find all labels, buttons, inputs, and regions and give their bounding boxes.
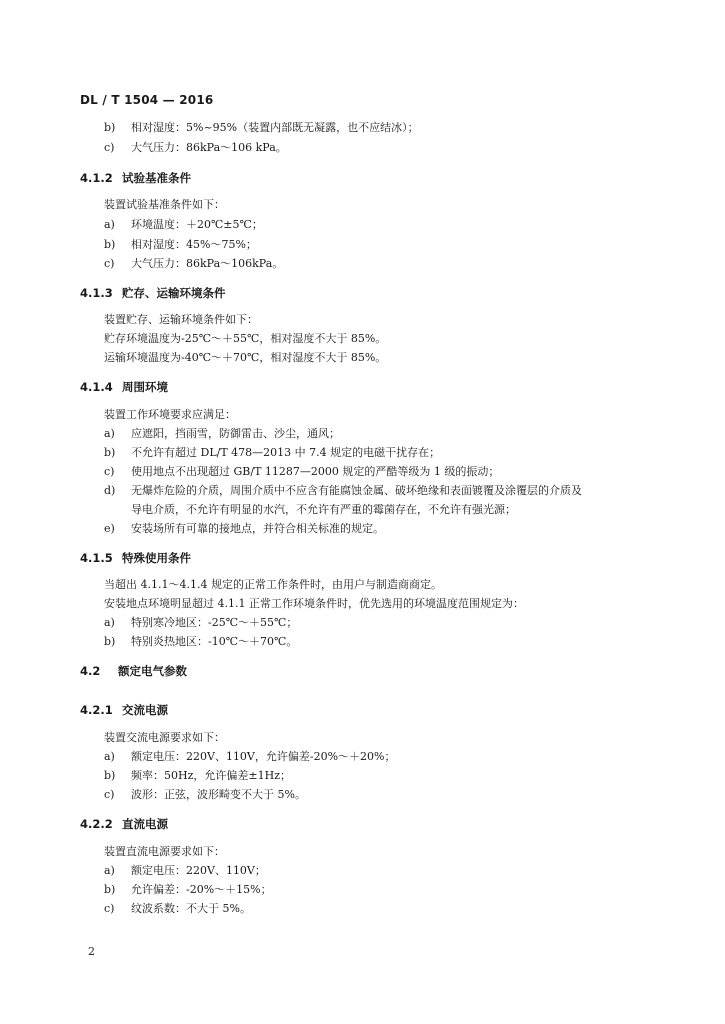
- section-heading-4-1-3: [80, 285, 226, 301]
- section-heading-4-2-1: [80, 702, 168, 718]
- section-number: 4.2.2: [80, 817, 113, 831]
- section-number: 4.1.2: [80, 171, 113, 185]
- list-text: 相对湿度：5%~95%（装置内部既无凝露，也不应结冰）；: [131, 121, 419, 134]
- paragraph: 贮存环境温度为-25℃～＋55℃，相对湿度不大于 85%。: [104, 332, 387, 345]
- list-marker: c): [104, 902, 115, 915]
- list-marker: b): [104, 883, 116, 896]
- list-text: 特别寒冷地区：-25℃～＋55℃；: [131, 616, 298, 629]
- list-text: 波形：正弦，波形畸变不大于 5%。: [131, 788, 306, 801]
- list-marker: d): [104, 484, 116, 497]
- list-text: 大气压力：86kPa～106 kPa。: [131, 141, 287, 154]
- list-text: 使用地点不出现超过 GB/T 11287—2000 规定的严酷等级为 1 级的振动；: [131, 465, 500, 478]
- list-item: [104, 768, 291, 784]
- list-marker: c): [104, 257, 115, 270]
- section-title: 试验基准条件: [122, 171, 191, 185]
- list-item: [104, 615, 297, 631]
- paragraph: 当超出 4.1.1～4.1.4 规定的正常工作条件时，由用户与制造商商定。: [104, 578, 442, 591]
- list-text: 相对湿度：45%～75%；: [131, 238, 257, 251]
- list-text: 特别炎热地区：-10℃～＋70℃。: [131, 635, 298, 648]
- list-text: 无爆炸危险的介质，周围介质中不应含有能腐蚀金属、破坏绝缘和表面镀覆及涂覆层的介质及: [131, 484, 582, 497]
- list-item: [104, 256, 283, 272]
- list-item: [104, 749, 396, 765]
- section-heading-4-2-2: [80, 816, 168, 832]
- section-heading-4-1-4: [80, 379, 168, 395]
- list-marker: a): [104, 427, 115, 440]
- list-item: [104, 140, 287, 156]
- section-title: 特殊使用条件: [122, 551, 191, 565]
- list-item: [104, 521, 384, 537]
- list-marker: a): [104, 616, 115, 629]
- list-item: [104, 120, 419, 136]
- section-title: 贮存、运输环境条件: [122, 286, 226, 300]
- section-number: 4.1.5: [80, 551, 113, 565]
- section-title: 周围环境: [122, 380, 168, 394]
- list-text: 频率：50Hz，允许偏差±1Hz；: [131, 769, 291, 782]
- section-heading-4-1-5: [80, 550, 191, 566]
- list-text: 额定电压：220V、110V，允许偏差-20%～＋20%；: [131, 750, 396, 763]
- list-item: [104, 426, 340, 442]
- list-marker: b): [104, 121, 116, 134]
- section-number: 4.2: [80, 664, 101, 678]
- list-item: [104, 901, 251, 917]
- list-marker: a): [104, 218, 115, 231]
- paragraph: 装置交流电源要求如下：: [104, 731, 225, 744]
- section-number: 4.1.4: [80, 380, 113, 394]
- section-title: 直流电源: [122, 817, 168, 831]
- list-marker: c): [104, 141, 115, 154]
- paragraph: 装置试验基准条件如下：: [104, 198, 225, 211]
- list-item: [104, 882, 272, 898]
- list-item: [104, 787, 306, 803]
- list-text: 安装场所有可靠的接地点，并符合相关标准的规定。: [131, 522, 384, 535]
- list-marker: a): [104, 750, 115, 763]
- list-marker: b): [104, 769, 116, 782]
- list-text: 环境温度：＋20℃±5℃；: [131, 218, 263, 231]
- list-marker: b): [104, 635, 116, 648]
- page-number: 2: [88, 945, 95, 958]
- paragraph: 装置工作环境要求应满足：: [104, 408, 236, 421]
- section-title: 交流电源: [122, 703, 168, 717]
- list-item: [104, 634, 297, 650]
- list-text: 纹波系数：不大于 5%。: [131, 902, 251, 915]
- list-marker: b): [104, 446, 116, 459]
- list-marker: a): [104, 864, 115, 877]
- section-number: 4.2.1: [80, 703, 113, 717]
- list-item: [104, 217, 263, 233]
- list-item: [104, 445, 440, 461]
- list-marker: c): [104, 465, 115, 478]
- section-number: 4.1.3: [80, 286, 113, 300]
- list-item: [104, 483, 582, 499]
- standard-code-header: DL / T 1504 — 2016: [80, 93, 214, 107]
- list-item: [104, 863, 266, 879]
- paragraph: 安装地点环境明显超过 4.1.1 正常工作环境条件时，优先选用的环境温度范围规定为：: [104, 597, 524, 610]
- section-heading-4-1-2: [80, 170, 191, 186]
- list-item-continuation: 导电介质，不允许有明显的水汽，不允许有严重的霉菌存在，不允许有强光源；: [131, 503, 516, 516]
- list-text: 应遮阳，挡雨雪，防御雷击、沙尘，通风；: [131, 427, 340, 440]
- list-item: [104, 237, 257, 253]
- section-title: 额定电气参数: [118, 664, 187, 678]
- list-text: 大气压力：86kPa～106kPa。: [131, 257, 284, 270]
- list-text: 允许偏差：-20%～＋15%；: [131, 883, 272, 896]
- list-item: [104, 464, 499, 480]
- section-heading-4-2: [80, 663, 187, 679]
- list-text: 额定电压：220V、110V；: [131, 864, 266, 877]
- list-marker: c): [104, 788, 115, 801]
- paragraph: 装置直流电源要求如下：: [104, 845, 225, 858]
- list-text: 不允许有超过 DL/T 478—2013 中 7.4 规定的电磁干扰存在；: [131, 446, 441, 459]
- paragraph: 装置贮存、运输环境条件如下：: [104, 313, 258, 326]
- list-marker: e): [104, 522, 115, 535]
- list-marker: b): [104, 238, 116, 251]
- paragraph: 运输环境温度为-40℃～＋70℃，相对湿度不大于 85%。: [104, 351, 387, 364]
